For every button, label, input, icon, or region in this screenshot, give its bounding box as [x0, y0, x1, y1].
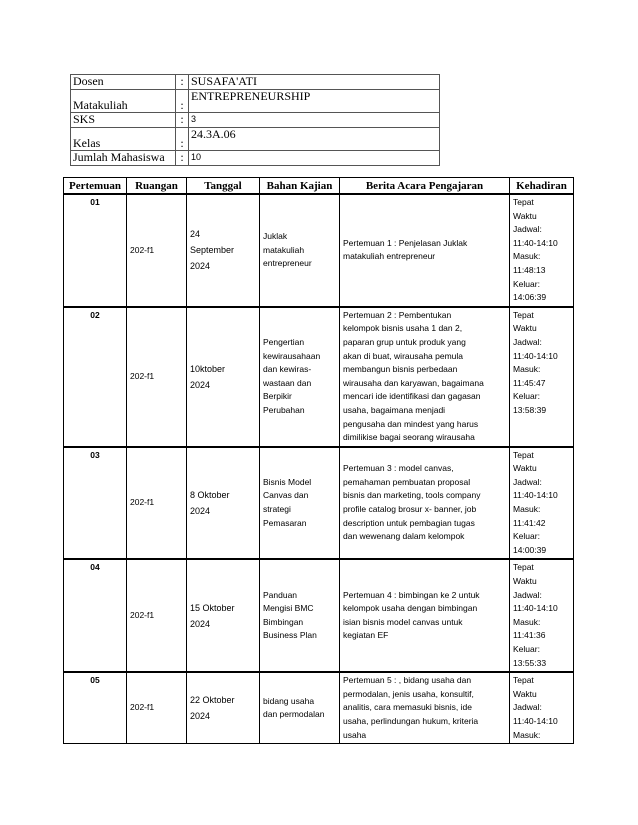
kehadiran-cell-line: Masuk:: [513, 364, 541, 375]
berita-acara-cell-line: isian bisnis model canvas untuk: [343, 616, 463, 627]
berita-acara-cell-line: usaha, perlindungan hukum, kriteria: [343, 715, 479, 726]
colon: :: [176, 90, 189, 113]
table-row: [64, 559, 574, 672]
bahan-kajian-cell-line: Bimbingan: [263, 616, 304, 627]
bahan-kajian-cell-line: Juklak: [263, 230, 288, 241]
bahan-kajian-cell: [260, 194, 340, 307]
ruangan-cell: 202-f1: [127, 194, 187, 307]
tanggal-cell: [187, 559, 260, 672]
bahan-kajian-cell-line: Business Plan: [263, 630, 317, 641]
berita-acara-cell-line: usaha: [343, 729, 367, 740]
kehadiran-cell-line: Jadwal:: [513, 224, 542, 235]
bahan-kajian-cell-line: Panduan: [263, 589, 298, 600]
header-ruangan: Ruangan: [127, 178, 187, 195]
bahan-kajian-cell-line: dan kewiras-: [263, 364, 312, 375]
kehadiran-cell: [510, 447, 574, 560]
berita-acara-cell-line: Pertemuan 2 : Pembentukan: [343, 309, 452, 320]
header-berita-acara: Berita Acara Pengajaran: [340, 178, 510, 195]
kehadiran-cell-line: Keluar:: [513, 644, 540, 654]
bahan-kajian-cell-line: Bisnis Model: [263, 476, 312, 487]
bahan-kajian-cell: [260, 447, 340, 560]
tanggal-cell-line: 15 Oktober: [190, 602, 235, 613]
kehadiran-cell-line: Keluar:: [513, 391, 540, 402]
matakuliah-value: ENTREPRENEURSHIP: [189, 90, 440, 113]
kehadiran-cell-line: 11:48:13: [513, 264, 546, 275]
berita-acara-cell-line: Pertemuan 5 : , bidang usaha dan: [343, 675, 472, 686]
ruangan-cell: 202-f1: [127, 672, 187, 743]
bahan-kajian-cell-line: wastaan dan: [263, 377, 312, 388]
info-row-kelas: [71, 128, 440, 151]
colon: :: [176, 113, 189, 128]
dosen-label: Dosen: [71, 75, 176, 90]
kehadiran-cell-line: Tepat: [513, 309, 534, 320]
bahan-kajian-cell-line: Pengertian: [263, 336, 305, 347]
matakuliah-label: Matakuliah: [71, 90, 176, 113]
berita-acara-cell-line: paparan grup untuk produk yang: [343, 336, 466, 347]
info-row-sks: [71, 113, 440, 128]
kehadiran-cell-line: Jadwal:: [513, 476, 542, 487]
berita-acara-cell-line: usaha, bagaimana menjadi: [343, 404, 446, 415]
tanggal-cell: [187, 194, 260, 307]
table-row: [64, 194, 574, 307]
sks-value: 3: [189, 113, 440, 128]
bahan-kajian-cell-line: Pemasaran: [263, 517, 307, 528]
pertemuan-cell: 02: [64, 307, 127, 447]
bahan-kajian-cell-line: Canvas dan: [263, 490, 309, 501]
header-bahan-kajian: Bahan Kajian: [260, 178, 340, 195]
kehadiran-cell-line: 11:40-14:10: [513, 603, 558, 614]
meeting-table: [63, 177, 574, 744]
pertemuan-cell: 05: [64, 672, 127, 743]
kehadiran-cell-line: Jadwal:: [513, 336, 542, 347]
berita-acara-cell-line: pemahaman pembuatan proposal: [343, 476, 471, 487]
berita-acara-cell-line: kegiatan EF: [343, 630, 389, 641]
table-row: [64, 672, 574, 743]
pertemuan-cell: 03: [64, 447, 127, 560]
bahan-kajian-cell-line: Perubahan: [263, 404, 305, 415]
berita-acara-cell-line: profile catalog brosur x- banner, job: [343, 504, 477, 515]
berita-acara-cell-line: dan wewenang dalam kelompok: [343, 531, 465, 542]
berita-acara-cell: [340, 672, 510, 743]
ruangan-cell: 202-f1: [127, 447, 187, 560]
kehadiran-cell-line: Waktu: [513, 576, 537, 587]
kehadiran-cell-line: Jadwal:: [513, 589, 542, 600]
kehadiran-cell: [510, 559, 574, 672]
berita-acara-cell-line: Pertemuan 3 : model canvas,: [343, 463, 454, 474]
sks-label: SKS: [71, 113, 176, 128]
table-row: [64, 447, 574, 560]
kehadiran-cell-line: Waktu: [513, 210, 537, 221]
header-pertemuan: Pertemuan: [64, 178, 127, 195]
berita-acara-cell-line: dimilikise bagai seorang wirausaha: [343, 432, 475, 443]
bahan-kajian-cell: [260, 559, 340, 672]
jumlah-value: 10: [189, 151, 440, 166]
pertemuan-cell: 01: [64, 194, 127, 307]
kehadiran-cell: [510, 194, 574, 307]
ruangan-cell: 202-f1: [127, 307, 187, 447]
kehadiran-cell-line: 11:40-14:10: [513, 490, 558, 501]
kehadiran-cell-line: Masuk:: [513, 504, 541, 515]
header-kehadiran: Kehadiran: [510, 178, 574, 195]
berita-acara-cell-line: pengusaha dan mindest yang harus: [343, 418, 479, 429]
tanggal-cell: [187, 307, 260, 447]
kehadiran-cell-line: 13:58:39: [513, 404, 547, 415]
berita-acara-cell-line: permodalan, jenis usaha, konsultif,: [343, 688, 474, 699]
kehadiran-cell-line: 11:40-14:10: [513, 350, 558, 361]
kehadiran-cell-line: 11:40-14:10: [513, 715, 558, 726]
tanggal-cell-line: 2024: [190, 379, 211, 390]
kehadiran-cell-line: 11:41:36: [513, 630, 546, 641]
kehadiran-cell-line: Keluar:: [513, 278, 540, 289]
jumlah-label: Jumlah Mahasiswa: [71, 151, 176, 166]
ruangan-cell: 202-f1: [127, 559, 187, 672]
tanggal-cell-line: 2024: [190, 711, 211, 722]
bahan-kajian-cell-line: Mengisi BMC: [263, 603, 314, 614]
berita-acara-cell: [340, 307, 510, 447]
tanggal-cell-line: 2024: [190, 618, 211, 629]
tanggal-cell-line: 24: [190, 229, 201, 240]
pertemuan-cell: 04: [64, 559, 127, 672]
info-row-jumlah: [71, 151, 440, 166]
tanggal-cell: [187, 447, 260, 560]
kelas-label: Kelas: [71, 128, 176, 151]
tanggal-cell-line: 8 Oktober: [190, 490, 230, 501]
bahan-kajian-cell-line: entrepreneur: [263, 258, 312, 269]
bahan-kajian-cell-line: strategi: [263, 504, 291, 515]
kehadiran-cell-line: Jadwal:: [513, 702, 542, 713]
berita-acara-cell-line: Pertemuan 1 : Penjelasan Juklak: [343, 237, 468, 248]
berita-acara-cell-line: mencari ide identifikasi dan gagasan: [343, 391, 481, 402]
colon: :: [176, 128, 189, 151]
dosen-value: SUSAFA'ATI: [189, 75, 440, 90]
kehadiran-cell-line: 13:55:33: [513, 657, 547, 668]
course-info-table: [70, 74, 440, 166]
kehadiran-cell-line: Tepat: [513, 197, 534, 207]
tanggal-cell-line: 2024: [190, 261, 211, 272]
kehadiran-cell-line: Tepat: [513, 562, 534, 573]
kehadiran-cell-line: Masuk:: [513, 251, 541, 262]
kehadiran-cell-line: Tepat: [513, 449, 534, 460]
berita-acara-cell-line: membangun bisnis perbedaan: [343, 364, 458, 375]
kehadiran-cell: [510, 672, 574, 743]
tanggal-cell-line: 2024: [190, 506, 211, 517]
berita-acara-cell: [340, 194, 510, 307]
berita-acara-cell-line: analitis, cara memasuki bisnis, ide: [343, 702, 472, 713]
kehadiran-cell-line: Waktu: [513, 323, 537, 334]
bahan-kajian-cell-line: bidang usaha: [263, 695, 315, 706]
kehadiran-cell-line: Masuk:: [513, 729, 541, 740]
tanggal-cell: [187, 672, 260, 743]
info-row-dosen: [71, 75, 440, 90]
kehadiran-cell-line: 14:06:39: [513, 292, 547, 303]
kehadiran-cell: [510, 307, 574, 447]
table-row: [64, 307, 574, 447]
berita-acara-cell: [340, 447, 510, 560]
header-tanggal: Tanggal: [187, 178, 260, 195]
tanggal-cell-line: 22 Oktober: [190, 695, 235, 706]
bahan-kajian-cell-line: dan permodalan: [263, 709, 325, 720]
berita-acara-cell-line: akan di buat, wirausaha pemula: [343, 350, 464, 361]
kehadiran-cell-line: 14:00:39: [513, 544, 547, 555]
berita-acara-cell: [340, 559, 510, 672]
berita-acara-cell-line: bisnis dan marketing, tools company: [343, 490, 481, 501]
info-row-matakuliah: [71, 90, 440, 113]
berita-acara-cell-line: kelompok usaha dengan bimbingan: [343, 603, 478, 614]
bahan-kajian-cell: [260, 672, 340, 743]
berita-acara-cell-line: Pertemuan 4 : bimbingan ke 2 untuk: [343, 589, 480, 600]
bahan-kajian-cell-line: matakuliah: [263, 244, 305, 255]
kehadiran-cell-line: Tepat: [513, 675, 534, 686]
berita-acara-cell-line: matakuliah entrepreneur: [343, 251, 436, 262]
bahan-kajian-cell-line: Berpikir: [263, 391, 292, 402]
tanggal-cell-line: 10ktober: [190, 363, 226, 374]
table-header: [64, 178, 574, 195]
kehadiran-cell-line: 11:45:47: [513, 377, 546, 388]
kelas-value: 24.3A.06: [189, 128, 440, 151]
kehadiran-cell-line: Waktu: [513, 463, 537, 474]
bahan-kajian-cell: [260, 307, 340, 447]
kehadiran-cell-line: 11:40-14:10: [513, 237, 558, 248]
kehadiran-cell-line: Keluar:: [513, 531, 540, 542]
berita-acara-cell-line: description untuk pembagian tugas: [343, 517, 475, 528]
kehadiran-cell-line: 11:41:42: [513, 517, 546, 528]
kehadiran-cell-line: Masuk:: [513, 616, 541, 627]
colon: :: [176, 151, 189, 166]
berita-acara-cell-line: kelompok bisnis usaha 1 dan 2,: [343, 323, 463, 334]
berita-acara-cell-line: wirausaha dan karyawan, bagaimana: [343, 377, 484, 388]
kehadiran-cell-line: Waktu: [513, 688, 537, 699]
colon: :: [176, 75, 189, 90]
tanggal-cell-line: September: [190, 245, 235, 256]
bahan-kajian-cell-line: kewirausahaan: [263, 350, 321, 361]
